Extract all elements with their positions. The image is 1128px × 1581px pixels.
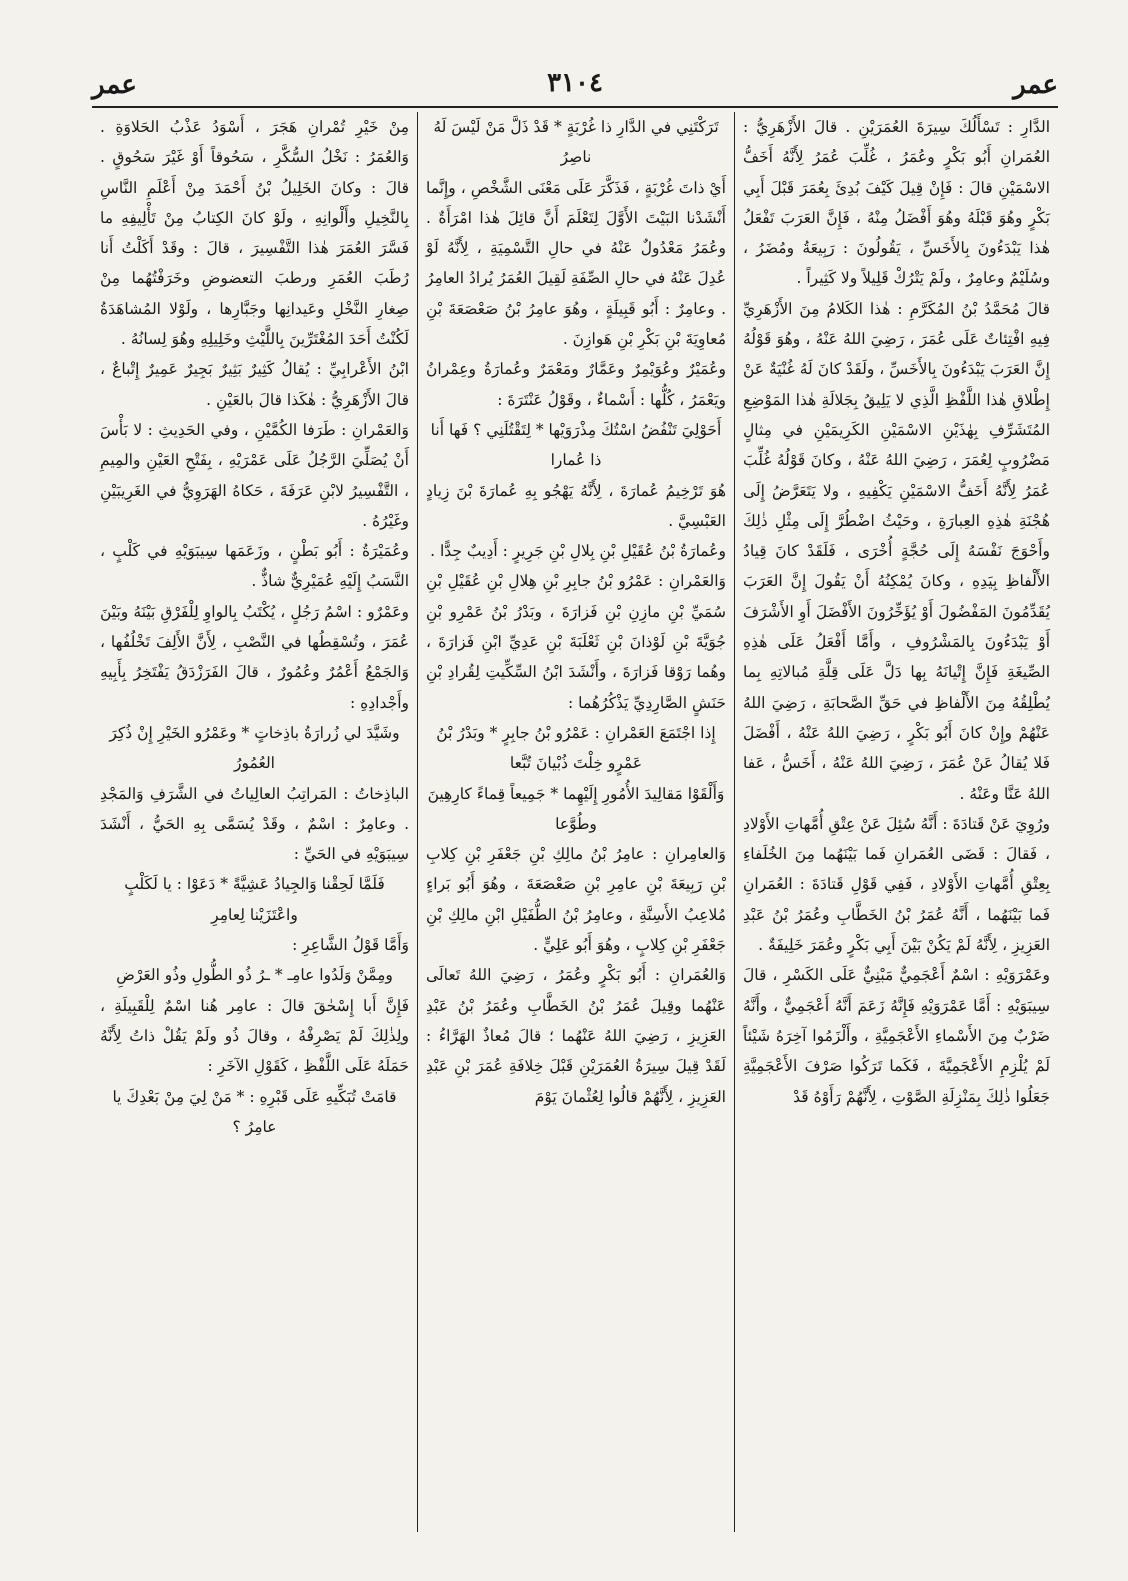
paragraph: ابْنُ الأَعْرابِيِّ : يُقالُ كَثِيرٌ بَثِيرٌ بَجِيرٌ عَمِيرٌ إِتْباعٌ ، قالَ الأَزْهَرِيُّ : هٰكَذا قالَ بالعَيْنِ . [100, 360, 409, 409]
verse: فَلَمَّا لَحِقْنا وَالجِيادُ عَشِيَّةً * دَعَوْا : يا لَكَلْبٍ واعْتَزَيْنا لِعامِرِ [124, 875, 385, 924]
paragraph: وَأَمَّا قَوْلُ الشَّاعِرِ : [292, 936, 409, 955]
paragraph: ورُوِيَ عَنْ قَتادَةَ : أَنَّهُ سُئِلَ عَنْ عِتْقِ أُمَّهاتِ الأَوْلادِ ، فَقالَ : قَضَى العُمَرانِ فَما بَيْنَهُما مِنَ الخُلَفاءِ بِعِتْقِ أُمَّهاتِ الأَوْلادِ ، فَفِي قَوْلِ قَتادَةَ : العُمَرانِ فَما بَيْنَهُما ، أَنَّهُ عُمَرُ بْنُ الخَطَّابِ وعُمَرُ بْنُ عَبْدِ العَزِيزِ ، لِأَنَّهُ لَمْ يَكُنْ بَيْنَ أَبِي بَكْرٍ وعُمَرَ خَلِيفَةٌ . [743, 814, 1050, 955]
paragraph: أَيْ ذاتَ غُرْبَةٍ ، فَذَكَّرَ عَلَى مَعْنَى الشَّخْصِ ، وإِنَّما أَنْشَدْنا البَيْتَ الأَوَّلَ لِتَعْلَمَ أَنَّ قائِلَ هٰذا امْرَأَةٌ . وعُمَرُ مَعْدُولٌ عَنْهُ في حالِ التَّسْمِيَةِ ، لِأَنَّهُ لَوْ عُدِلَ عَنْهُ في حالِ الصِّفَةِ لَقِيلَ العُمَرُ يُرادُ العامِرُ . وعامِرٌ : أَبُو قَبِيلَةٍ ، وهُوَ عامِرُ بْنُ صَعْصَعَةَ بْنِ مُعاوِيَةَ بْنِ بَكْرِ بْنِ هَوازِنَ . [426, 178, 726, 349]
verse: أَحَوْلِيَ تَنْفُضُ اسْتُكَ مِذْرَوَيْها * لِتَقْتُلَنِي ؟ فَها أَنا ذا عُمارا [430, 420, 722, 470]
paragraph: الدَّارِ : تَسْأَلُكَ سِيرَةَ العُمَرَيْنِ . قالَ الأَزْهَرِيُّ : العُمَرانِ أَبُو بَكْرٍ وعُمَرُ ، غُلِّبَ عُمَرُ لِأَنَّهُ أَخَفُّ الاسْمَيْنِ قالَ : فَإِنْ قِيلَ كَيْفَ بُدِئَ بِعُمَرَ قَبْلَ أَبِي بَكْرٍ وهُوَ قَبْلَهُ وهُوَ أَفْضَلُ مِنْهُ ، فَإِنَّ العَرَبَ تَفْعَلُ هٰذا يَبْدَءُونَ بِالأَخَسِّ ، يَقُولُونَ : رَبِيعَةُ ومُضَرُ ، وسُلَيْمٌ وعامِرٌ ، ولَمْ يَتْرُكْ قَلِيلاً ولا كَثِيراً . [743, 118, 1050, 288]
page-number: ٣١٠٤ [547, 68, 603, 98]
paragraph: هُوَ تَرْخِيمُ عُمارَةَ ، لِأَنَّهُ يَهْجُو بِهِ عُمارَةَ بْنَ زِيادٍ العَبْسِيَّ . [426, 481, 726, 530]
paragraph: وعَمْرَوَيْهِ : اسْمٌ أَعْجَمِيٌّ مَبْنِيٌّ عَلَى الكَسْرِ ، قالَ سِيبَوَيْهِ : أَمَّا عَمْرَوَيْهِ فَإِنَّهُ زَعَمَ أَنَّهُ أَعْجَمِيٌّ ، وأَنَّهُ ضَرْبٌ مِنَ الأَسْماءِ الأَعْجَمِيَّةِ ، وأَلْزَمُوا آخِرَهُ شَيْئاً لَمْ يُلْزِمِ الأَعْجَمِيَّةَ ، فَكَما تَرَكُوا صَرْفَ الأَعْجَمِيَّةِ جَعَلُوا ذٰلِكَ بِمَنْزِلَةِ الصَّوْتِ ، لِأَنَّهُمْ رَأَوْهُ قَدْ [743, 966, 1050, 1106]
verse: وشَيَّدَ لي زُرارَةُ باذِخاتٍ * وعَمْرُو الخَيْرِ إِنْ ذُكِرَ العُمُورُ [109, 723, 400, 773]
paragraph: وَالعامِرانِ : عامِرُ بْنُ مالِكِ بْنِ جَعْفَرِ بْنِ كِلابِ بْنِ رَبِيعَةَ بْنِ عامِرِ بْنِ صَعْصَعَةَ ، وهُوَ أَبُو بَراءٍ مُلاعِبُ الأَسِنَّةِ ، وعامِرُ بْنُ الطُّفَيْلِ ابْنِ مالِكِ بْنِ جَعْفَرِ بْنِ كِلابٍ ، وهُوَ أَبُو عَلِيٍّ . [426, 845, 726, 955]
verse: قامَتْ تُبَكِّيهِ عَلَى قَبْرِهِ : * مَنْ لِيَ مِنْ بَعْدِكَ يا عامِرُ ؟ [112, 1087, 397, 1136]
column-left [735, 112, 1058, 1532]
header-keyword-left: عمر [92, 70, 137, 100]
verse: تَرَكْتَنِي في الدَّارِ ذا غُرْبَةٍ * قَدْ ذَلَّ مَنْ لَيْسَ لَهُ ناصِرُ [433, 118, 719, 167]
page-header [92, 66, 1058, 108]
text-columns [92, 112, 1058, 1532]
paragraph: وَالعَمْرانِ : طَرَفا الكُمَّيْنِ ، وفي الحَدِيثِ : لا بَأْسَ أَنْ يُصَلِّيَ الرَّجُلُ عَلَى عَمْرَيْهِ ، بِفَتْحِ العَيْنِ والمِيمِ ، التَّفْسِيرُ لابْنِ عَرَفَةَ ، حَكاهُ الهَرَوِيُّ في الغَرِيبَيْنِ وغَيْرُهُ . [100, 420, 409, 530]
paragraph: فَإِنَّ أَبا إِسْحٰقَ قالَ : عامِر هُنا اسْمٌ لِلْقَبِيلَةِ ، ولِذٰلِكَ لَمْ يَصْرِفْهُ ، وقالَ ذُو ولَمْ يَقُلْ ذاتُ لِأَنَّهُ حَمَلَهُ عَلَى اللَّفْظِ ، كَقَوْلِ الآخَرِ : [100, 996, 409, 1076]
verse: وَأَلْقَوْا مَقالِيدَ الأُمُورِ إِلَيْهِما * جَمِيعاً قِماءً كارِهِينَ وطُوَّعا [427, 784, 725, 833]
paragraph: وعُمَيْرٌ وعُوَيْمِرٌ وعَمَّارٌ ومَعْمَرٌ وعُمارَةُ وعِمْرانُ ويَعْمَرُ ، كُلُّها : أَسْماءٌ ، وقَوْلُ عَنْتَرَةَ : [426, 360, 726, 409]
paragraph: مِنْ خَيْرِ تُمْرانِ هَجَرَ ، أَسْوَدُ عَذْبُ الحَلاوَةِ . وَالعُمَرُ : نَخْلُ السُّكَّرِ ، سَحُوقاً أَوْ غَيْرَ سَحُوقٍ . قالَ : وكانَ الخَلِيلُ بْنُ أَحْمَدَ مِنْ أَعْلَمِ النَّاسِ بِالنَّخِيلِ وأَلْوانِهِ ، ولَوْ كانَ الكِتابُ مِنْ تَأْلِيفِهِ ما فَسَّرَ العُمَرَ هٰذا التَّفْسِيرَ ، قالَ : وقَدْ أَكَلْتُ أَنا رُطَبَ العُمَرِ ورطبَ التعضوضِ وخَرَفْتُهُما مِنْ صِغارِ النَّخْلِ وعَيدانِها وجَبَّارِها ، ولَوْلا المُشاهَدَةُ لَكُنْتُ أَحَدَ المُغْتَرِّينَ بِاللَّيْثِ وخَلِيلِهِ وهُوَ لِسانُهُ . [100, 118, 409, 349]
paragraph: وَالعَمْرانِ : عَمْرُو بْنُ جابِرِ بْنِ هِلالِ بْنِ عُقَيْلِ بْنِ سُمَيِّ بْنِ مازِنِ بْنِ فَزارَةَ ، وبَدْرُ بْنُ عَمْرِو بْنِ جُوَيَّةَ بْنِ لَوْذانَ بْنِ ثَعْلَبَةَ بْنِ عَدِيِّ ابْنِ فَزارَةَ ، وهُما رَوْقا فَزارَةَ ، وأَنْشَدَ ابْنُ السِّكِّيتِ لِقُرادِ بْنِ حَنَشٍ الصَّارِدِيِّ يَذْكُرُهُما : [426, 572, 726, 712]
paragraph: وَالعُمَرانِ : أَبُو بَكْرٍ وعُمَرُ ، رَضِيَ اللهُ تَعالَى عَنْهُما وقِيلَ عُمَرُ بْنُ الخَطَّابِ وعُمَرُ بْنُ عَبْدِ العَزِيزِ ، رَضِيَ اللهُ عَنْهُما ؛ قالَ مُعاذٌ الهَرَّاءُ : لَقَدْ قِيلَ سِيرَةُ العُمَرَيْنِ قَبْلَ خِلافَةِ عُمَرَ بْنِ عَبْدِ العَزِيزِ ، لِأَنَّهُمْ قالُوا لِعُثْمانَ يَوْمَ [426, 966, 726, 1106]
header-keyword-right: عمر [1013, 70, 1058, 100]
paragraph: الباذِخاتُ : المَراتِبُ العالِياتُ في الشَّرَفِ وَالمَجْدِ . وعامِرٌ : اسْمٌ ، وقَدْ يُسَمَّى بِهِ الحَيُّ ، أَنْشَدَ سِيبَوَيْهِ في الحَيِّ : [100, 784, 409, 864]
column-middle [417, 112, 735, 1532]
column-right [92, 112, 417, 1532]
verse: ومِمَّنْ وَلَدُوا عامِـ * ـرُ ذُو الطُّولِ وذُو العَرْضِ [116, 966, 393, 985]
paragraph: وعُمَيْرَةُ : أَبُو بَطْنٍ ، وزَعَمَها سِيبَوَيْهِ في كَلْبٍ ، النَّسَبُ إِلَيْهِ عُمَيْرِيٌّ شاذٌّ . [100, 542, 409, 591]
paragraph: قالَ مُحَمَّدُ بْنُ المُكَرَّمِ : هٰذا الكَلامُ مِنَ الأَزْهَرِيِّ فِيهِ افْتِئاتٌ عَلَى عُمَرَ ، رَضِيَ اللهُ عَنْهُ ، وهُوَ قَوْلُهُ إِنَّ العَرَبَ يَبْدَءُونَ بِالأَخَسِّ ، ولَقَدْ كانَ لَهُ غُنْيَةٌ عَنْ إِطْلاقِ هٰذا اللَّفْظِ الَّذِي لا يَلِيقُ بِجَلالَةِ هٰذا المَوْضِعِ المُتَشَرِّفِ بِهٰذَيْنِ الاسْمَيْنِ الكَرِيمَيْنِ في مِثالٍ مَضْرُوبٍ لِعُمَرَ ، رَضِيَ اللهُ عَنْهُ ، وكانَ قَوْلُهُ غُلِّبَ عُمَرُ لِأَنَّهُ أَخَفُّ الاسْمَيْنِ يَكْفِيهِ ، ولا يَتَعَرَّضُ إِلَى هُجْنَةِ هٰذِهِ العِبارَةِ ، وحَيْثُ اضْطُرَّ إِلَى مِثْلِ ذٰلِكَ وأَحْوَجَ نَفْسَهُ إِلَى حُجَّةٍ أُخْرَى ، فَلَقَدْ كانَ قِيادُ الأَلْفاظِ بِيَدِهِ ، وكانَ يُمْكِنُهُ أَنْ يَقُولَ إِنَّ العَرَبَ يُقَدِّمُونَ المَفْضُولَ أَوْ يُؤَخِّرُونَ الأَفْضَلَ أَوِ الأَشْرَفَ أَوْ يَبْدَءُونَ بِالمَشْرُوفِ ، وأَمَّا أَفْعَلُ عَلَى هٰذِهِ الصِّيغَةِ فَإِنَّ إِتْيانَهُ بِها دَلَّ عَلَى قِلَّةِ مُبالاتِهِ بِما يُطْلِقُهُ مِنَ الأَلْفاظِ في حَقِّ الصَّحابَةِ ، رَضِيَ اللهُ عَنْهُمْ وإِنْ كانَ أَبُو بَكْرٍ ، رَضِيَ اللهُ عَنْهُ ، أَفْضَلَ فَلا يُقالُ عَنْ عُمَرَ ، رَضِيَ اللهُ عَنْهُ ، أَخَسُّ ، عَفا اللهُ عَنَّا وعَنْهُ . [743, 299, 1050, 803]
paragraph: وعَمْرٌو : اسْمُ رَجُلٍ ، يُكْتَبُ بِالواوِ لِلْفَرْقِ بَيْنَهُ وبَيْنَ عُمَرَ ، وتُسْقِطُها في النَّصْبِ ، لِأَنَّ الأَلِفَ تَخْلُفُها ، وَالجَمْعُ أَعْمُرٌ وعُمُورٌ ، قالَ الفَرَزْدَقُ يَفْتَخِرُ بِأَبِيهِ وأَجْدادِهِ : [100, 602, 409, 712]
paragraph: وعُمارَةُ بْنُ عُقَيْلِ بْنِ بِلالِ بْنِ جَرِيرٍ : أَدِيبٌ جِدًّا . [430, 542, 726, 561]
verse: إِذا اجْتَمَعَ العَمْرانِ : عَمْرُو بْنُ جابِرٍ * وبَدْرُ بْنُ عَمْرٍو خِلْتَ ذُبْيانَ تُبَّعا [436, 723, 716, 773]
